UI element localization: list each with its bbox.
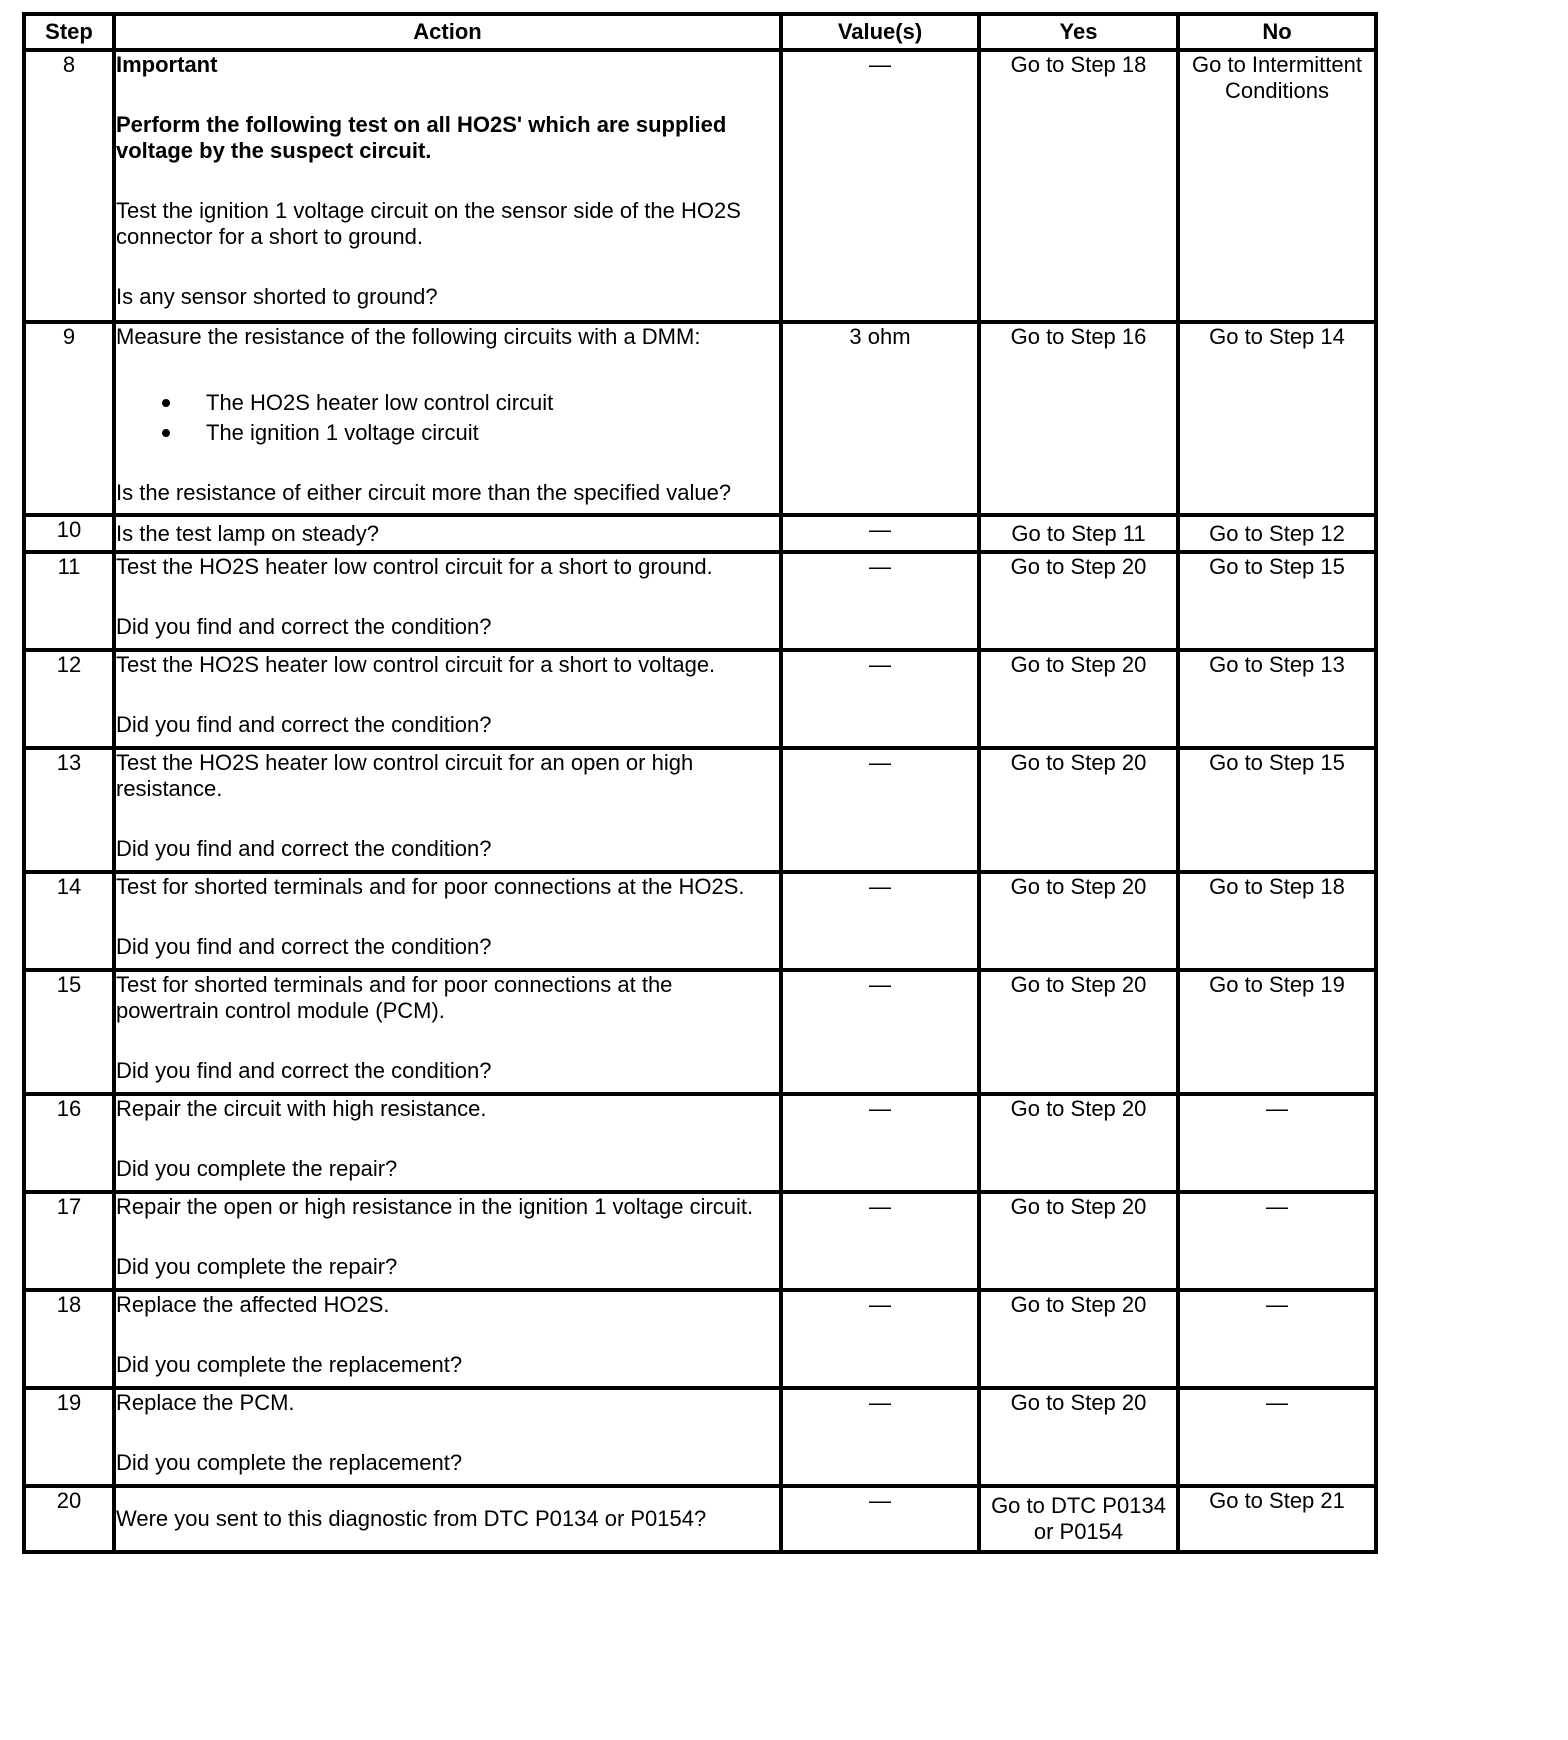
question-text: Did you complete the repair?	[116, 1254, 398, 1279]
table-row-step-17	[24, 1192, 1376, 1290]
question-text: Is the resistance of either circuit more than the specified value?	[116, 480, 732, 505]
step-number: 19	[24, 1388, 114, 1486]
yes-link[interactable]: Go to Step 20	[979, 748, 1178, 872]
list-item: The HO2S heater low control circuit	[206, 388, 779, 418]
table-row-step-11	[24, 552, 1376, 650]
value-cell: —	[781, 552, 979, 650]
yes-link[interactable]: Go to Step 18	[979, 50, 1178, 322]
list-item: The ignition 1 voltage circuit	[206, 418, 779, 448]
question-text: Did you find and correct the condition?	[116, 712, 492, 737]
action-text: Test the HO2S heater low control circuit for a short to voltage.	[116, 652, 716, 677]
no-link[interactable]: Go to Step 19	[1178, 970, 1376, 1094]
step-number: 15	[24, 970, 114, 1094]
action-text: Replace the PCM.	[116, 1390, 295, 1415]
yes-link[interactable]: Go to Step 20	[979, 970, 1178, 1094]
action-cell	[114, 1388, 781, 1486]
no-link[interactable]: Go to Step 21	[1178, 1486, 1376, 1552]
yes-link[interactable]: Go to Step 16	[979, 322, 1178, 515]
yes-link[interactable]: Go to Step 20	[979, 650, 1178, 748]
no-value: —	[1178, 1192, 1376, 1290]
value-cell: —	[781, 515, 979, 552]
value-cell: —	[781, 1192, 979, 1290]
step-number: 12	[24, 650, 114, 748]
action-text: Test for shorted terminals and for poor connections at the powertrain control module (PCM).	[116, 972, 673, 1023]
value-cell: 3 ohm	[781, 322, 979, 515]
action-text: Replace the affected HO2S.	[116, 1292, 390, 1317]
value-cell: —	[781, 872, 979, 970]
bullet-icon	[162, 429, 170, 437]
value-cell: —	[781, 1290, 979, 1388]
question-text: Did you complete the repair?	[116, 1156, 398, 1181]
question-text: Did you find and correct the condition?	[116, 1058, 492, 1083]
action-text: Test the ignition 1 voltage circuit on the sensor side of the HO2S connector for a short to ground.	[116, 198, 741, 249]
step-number: 20	[24, 1486, 114, 1552]
action-cell	[114, 872, 781, 970]
table-row-step-20	[24, 1486, 1376, 1552]
action-cell	[114, 748, 781, 872]
action-cell	[114, 650, 781, 748]
header-step: Step	[24, 14, 114, 50]
step-number: 8	[24, 50, 114, 322]
yes-link[interactable]: Go to Step 11	[979, 515, 1178, 552]
important-text: Perform the following test on all HO2S' which are supplied voltage by the suspect circuit.	[116, 112, 727, 163]
action-cell	[114, 1192, 781, 1290]
header-action: Action	[114, 14, 781, 50]
table-row-step-19	[24, 1388, 1376, 1486]
action-cell	[114, 50, 781, 322]
no-value: —	[1178, 1388, 1376, 1486]
no-link[interactable]: Go to Step 13	[1178, 650, 1376, 748]
value-cell: —	[781, 1486, 979, 1552]
no-value: —	[1178, 1290, 1376, 1388]
action-text: Test the HO2S heater low control circuit for an open or high resistance.	[116, 750, 694, 801]
table-row-step-9	[24, 322, 1376, 515]
step-number: 11	[24, 552, 114, 650]
table-header-row	[24, 14, 1376, 50]
yes-link[interactable]: Go to Step 20	[979, 1290, 1178, 1388]
action-cell	[114, 322, 781, 515]
no-link[interactable]: Go to Intermittent Conditions	[1178, 50, 1376, 322]
no-link[interactable]: Go to Step 18	[1178, 872, 1376, 970]
table-row-step-13	[24, 748, 1376, 872]
yes-link[interactable]: Go to DTC P0134 or P0154	[979, 1486, 1178, 1552]
question-text: Did you find and correct the condition?	[116, 836, 492, 861]
table-row-step-18	[24, 1290, 1376, 1388]
header-yes: Yes	[979, 14, 1178, 50]
step-number: 18	[24, 1290, 114, 1388]
header-values: Value(s)	[781, 14, 979, 50]
action-cell	[114, 1094, 781, 1192]
table-row-step-16	[24, 1094, 1376, 1192]
value-cell: —	[781, 650, 979, 748]
no-link[interactable]: Go to Step 12	[1178, 515, 1376, 552]
no-value: —	[1178, 1094, 1376, 1192]
circuit-list	[116, 388, 779, 448]
table-row-step-15	[24, 970, 1376, 1094]
action-text: Repair the circuit with high resistance.	[116, 1096, 487, 1121]
value-cell: —	[781, 970, 979, 1094]
step-number: 13	[24, 748, 114, 872]
action-cell	[114, 970, 781, 1094]
diagnostic-table	[22, 12, 1378, 1554]
action-text: Test the HO2S heater low control circuit for a short to ground.	[116, 554, 713, 579]
step-number: 17	[24, 1192, 114, 1290]
question-text: Did you complete the replacement?	[116, 1450, 463, 1475]
question-text: Is the test lamp on steady?	[114, 515, 781, 552]
table-row-step-10	[24, 515, 1376, 552]
no-link[interactable]: Go to Step 14	[1178, 322, 1376, 515]
value-cell: —	[781, 50, 979, 322]
yes-link[interactable]: Go to Step 20	[979, 1094, 1178, 1192]
action-cell	[114, 552, 781, 650]
bullet-icon	[162, 399, 170, 407]
important-label: Important	[116, 52, 218, 77]
table-row-step-14	[24, 872, 1376, 970]
header-no: No	[1178, 14, 1376, 50]
table-row-step-8	[24, 50, 1376, 322]
table-row-step-12	[24, 650, 1376, 748]
step-number: 14	[24, 872, 114, 970]
action-text: Measure the resistance of the following circuits with a DMM:	[116, 324, 701, 349]
action-cell	[114, 1290, 781, 1388]
value-cell: —	[781, 748, 979, 872]
value-cell: —	[781, 1094, 979, 1192]
action-text: Repair the open or high resistance in the ignition 1 voltage circuit.	[116, 1194, 754, 1219]
yes-link[interactable]: Go to Step 20	[979, 1192, 1178, 1290]
question-text: Did you find and correct the condition?	[116, 614, 492, 639]
action-text: Test for shorted terminals and for poor connections at the HO2S.	[116, 874, 745, 899]
no-link[interactable]: Go to Step 15	[1178, 748, 1376, 872]
yes-link[interactable]: Go to Step 20	[979, 552, 1178, 650]
value-cell: —	[781, 1388, 979, 1486]
yes-link[interactable]: Go to Step 20	[979, 1388, 1178, 1486]
step-number: 10	[24, 515, 114, 552]
question-text: Did you complete the replacement?	[116, 1352, 463, 1377]
question-text: Did you find and correct the condition?	[116, 934, 492, 959]
yes-link[interactable]: Go to Step 20	[979, 872, 1178, 970]
question-text: Is any sensor shorted to ground?	[116, 284, 438, 309]
no-link[interactable]: Go to Step 15	[1178, 552, 1376, 650]
step-number: 16	[24, 1094, 114, 1192]
step-number: 9	[24, 322, 114, 515]
question-text: Were you sent to this diagnostic from DTC P0134 or P0154?	[114, 1486, 781, 1552]
